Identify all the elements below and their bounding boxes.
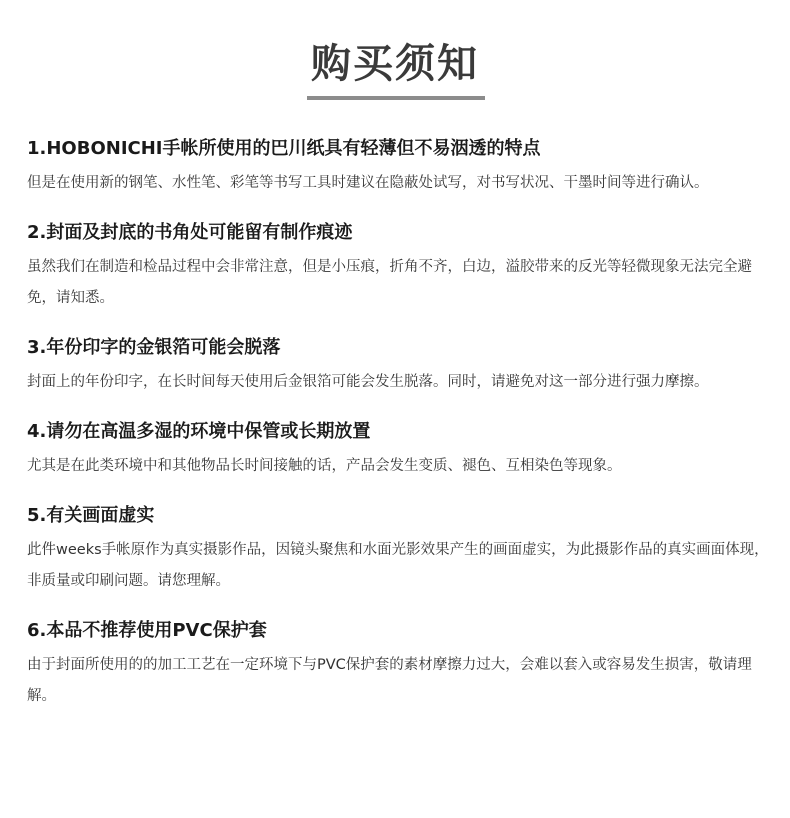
notice-section-4 [27,415,772,482]
notice-heading: 3.年份印字的金银箔可能会脱落 [27,337,281,358]
notice-heading: 4.请勿在高温多湿的环境中保管或长期放置 [27,421,371,442]
page-title: 购买须知 [311,41,479,87]
notice-heading: 6.本品不推荐使用PVC保护套 [27,620,267,641]
notice-section-3 [27,331,772,398]
page-header [0,38,790,90]
notice-body: 虽然我们在制造和检品过程中会非常注意，但是小压痕，折角不齐，白边，溢胶带来的反光等轻微现象无法完全避免，请知悉。 [27,259,752,306]
title-underline-divider [307,96,485,100]
notice-heading: 5.有关画面虚实 [27,505,155,526]
notice-body: 封面上的年份印字，在长时间每天使用后金银箔可能会发生脱落。同时，请避免对这一部分进行强力摩擦。 [27,374,709,390]
notice-body: 尤其是在此类环境中和其他物品长时间接触的话，产品会发生变质、褪色、互相染色等现象。 [27,458,622,474]
notice-body: 此件weeks手帐原作为真实摄影作品，因镜头聚焦和水面光影效果产生的画面虚实，为此摄影作品的真实画面体现，非质量或印刷问题。请您理解。 [27,542,769,589]
notice-list [27,132,772,729]
notice-section-6 [27,614,772,712]
notice-heading: 1.HOBONICHI手帐所使用的巴川纸具有轻薄但不易洇透的特点 [27,138,541,159]
notice-body: 由于封面所使用的的加工工艺在一定环境下与PVC保护套的素材摩擦力过大，会难以套入或容易发生损害，敬请理解。 [27,657,752,704]
notice-section-1 [27,132,772,199]
notice-body: 但是在使用新的钢笔、水性笔、彩笔等书写工具时建议在隐蔽处试写，对书写状况、干墨时间等进行确认。 [27,175,709,191]
notice-heading: 2.封面及封底的书角处可能留有制作痕迹 [27,222,353,243]
notice-section-2 [27,216,772,314]
notice-section-5 [27,499,772,597]
